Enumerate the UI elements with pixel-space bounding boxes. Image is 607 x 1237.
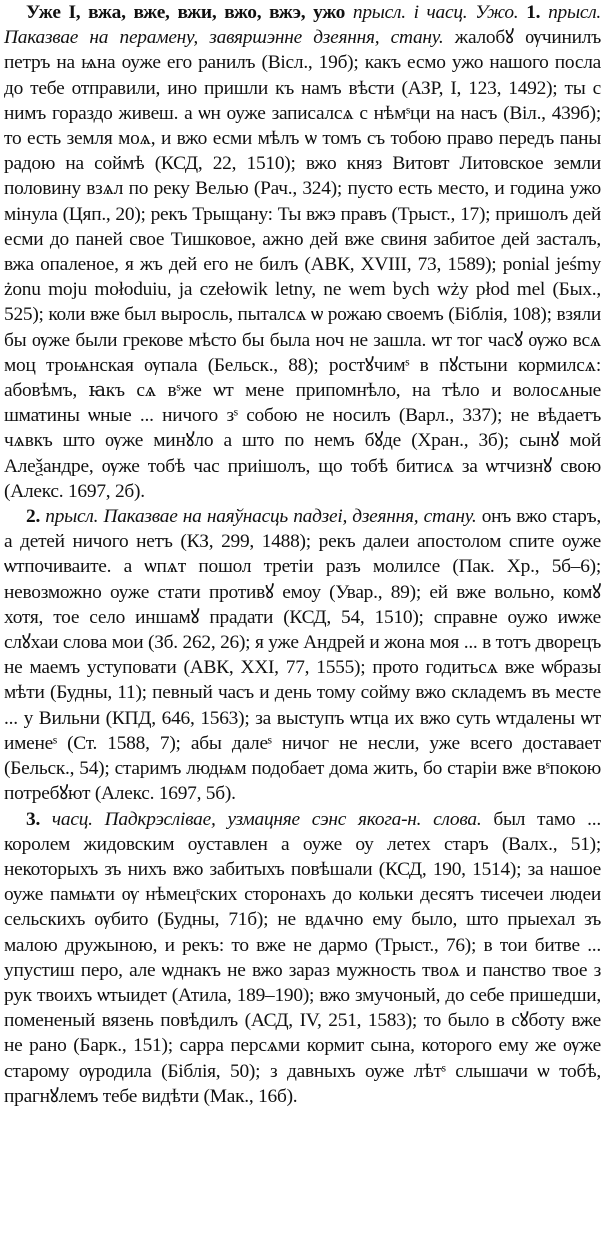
dictionary-entry xyxy=(4,0,601,1109)
sense-1-citations: жалобꙋ ѹчинилъ петръ на ѩна оуже его ранилъ (Вісл., 19б); какъ есмо ужо нашого посла до тебе отправили, ино пришли къ намъ вѣсти (АЗР, I, 123, 1492); ты с нимъ гораздо живеш. а ѡн оуже записалсѧ с нѣмˢци на насъ (Віл., 439б); то есть земля моѧ, и вжо есми мѣлъ ѡ томъ съ тобою право передъ паны радою на соймѣ (КСД, 22, 1510); вжо княз Витовт Литовское земли половину взѧл по реку Велью (Рач., 324); пусто есть место, и година ужо мінула (Цяп., 20); рекъ Трыщану: Ты вжэ правъ (Трыст., 17); пришолъ дей есми до паней свое Тишковое, ажно дей вже свиня забитое дей засталъ, вжа опаленое, я жъ дей его не билъ (АВК, XVIII, 73, 1589); ponial jeśmy żonu moju mołoduiu, ja czełowik letny, ne wem bych wży płod mel (Бых., 525); коли вже был выросль, пыталсѧ ѡ рожаю своемъ (Біблія, 108); взяли бы ѹже были грекове мѣсто бы была ноч не зашла. ѡт тог часꙋ ѹжо всѧ моц троѩнская ѹпала (Бельск., 88); ростꙋчимˢ в пꙋстыни кормилсѧ: абовѣмъ, ꙗкъ сѧ вˢже ѡт мене припомнѣло, на тѣло и волосѧные шматины ѡные ... ничого зˢ собою не носилъ (Варл., 337); не вѣдаетъ чѧвкъ што ѹже минꙋло а што по немъ бꙋде (Хран., 3б); сынꙋ мой Алеѯандре, ѹже тобѣ час приішолъ, що тобѣ битисѧ за ѡтчизнꙋ свою (Алекс. 1697, 2б). xyxy=(4,27,601,502)
sense-1-number: 1. xyxy=(526,2,541,23)
sense-1-definition: прысл. Паказвае на перамену, завяршэнне дзеяння, стану. xyxy=(4,2,601,49)
grammar-label: прысл. і часц. Ужо. xyxy=(352,2,519,23)
sense-3-definition: часц. Падкрэслівае, узмацняе сэнс якога-н. слова. xyxy=(51,808,482,830)
sense-2-citations: онъ вжо старъ, а детей ничого нетъ (КЗ, 299, 1488); рекъ далеи апостолом спите оуже ѡтпочиваите. а ѡпѧт пошол третіи разъ молилсе (Пак. Хр., 5б–6); невозможно оуже стати противꙋ емоу (Увар., 89); ей вже вольно, комꙋ хотя, тое село иншамꙋ прадати (КСД, 54, 1510); справне оужо иѡже слꙋхаи слова мои (Зб. 262, 26); я уже Андрей и жона моя ... в тотъ дворецъ не маемъ уступовати (АВК, XXI, 77, 1555); прото годитьсѧ вже ѡбразы мѣти (Будны, 11); певный часъ и день тому сойму вжо складемъ въ месте ... у Вильни (КПД, 646, 1563); за выступъ ѡтца их вжо суть ѡтдалены ѡт именеˢ (Ст. 1588, 7); абы далеˢ ничог не несли, уже всего доставает (Бельск., 54); старимъ людѩм подобает дома жить, бо старіи вже вˢпокою потребꙋют (Алекс. 1697, 5б). xyxy=(4,506,601,805)
sense-3-paragraph xyxy=(4,807,601,1109)
sense-2-paragraph xyxy=(4,504,601,806)
headword: Уже I, вжа, вже, вжи, вжо, вжэ, ужо xyxy=(26,2,346,23)
sense-2-number: 2. xyxy=(26,506,41,528)
sense-3-number: 3. xyxy=(26,808,41,830)
sense-3-citations: был тамо ... королем жидовским оуставлен а оуже оу летех старъ (Валх., 51); некоторыхъ зъ нихъ вжо забитыхъ повѣшали (КСД, 190, 1514); за нашое оуже памѩти ѹ нѣмецˢских сторонахъ до кольки десятъ тисечеи людеи сельскихъ ѹбито (Будны, 71б); не вдѧчно ему было, што прыехал зъ малою дружыною, и рекъ: то вже не дармо (Трыст., 76); в тои битве ... упустиш перо, але ѡднакъ не вжо зараз мужность твоѧ и панство твое з рук твоихъ ѡтыидет (Атила, 189–190); вжо змучоный, до себе пришедши, помененый вязень повѣдилъ (АСД, IV, 251, 1583); то было в сꙋботу вже не рано (Барк., 151); сарра персѧми кормит сына, которого ему же ѹже старому ѹродила (Біблія, 50); з давныхъ оуже лѣтˢ слышачи ѡ тобѣ, прагнꙋлемъ тебе видѣти (Мак., 16б). xyxy=(4,808,601,1107)
sense-1-paragraph xyxy=(4,0,601,504)
sense-2-definition: прысл. Паказвае на наяўнасць падзеі, дзеяння, стану. xyxy=(45,506,477,528)
